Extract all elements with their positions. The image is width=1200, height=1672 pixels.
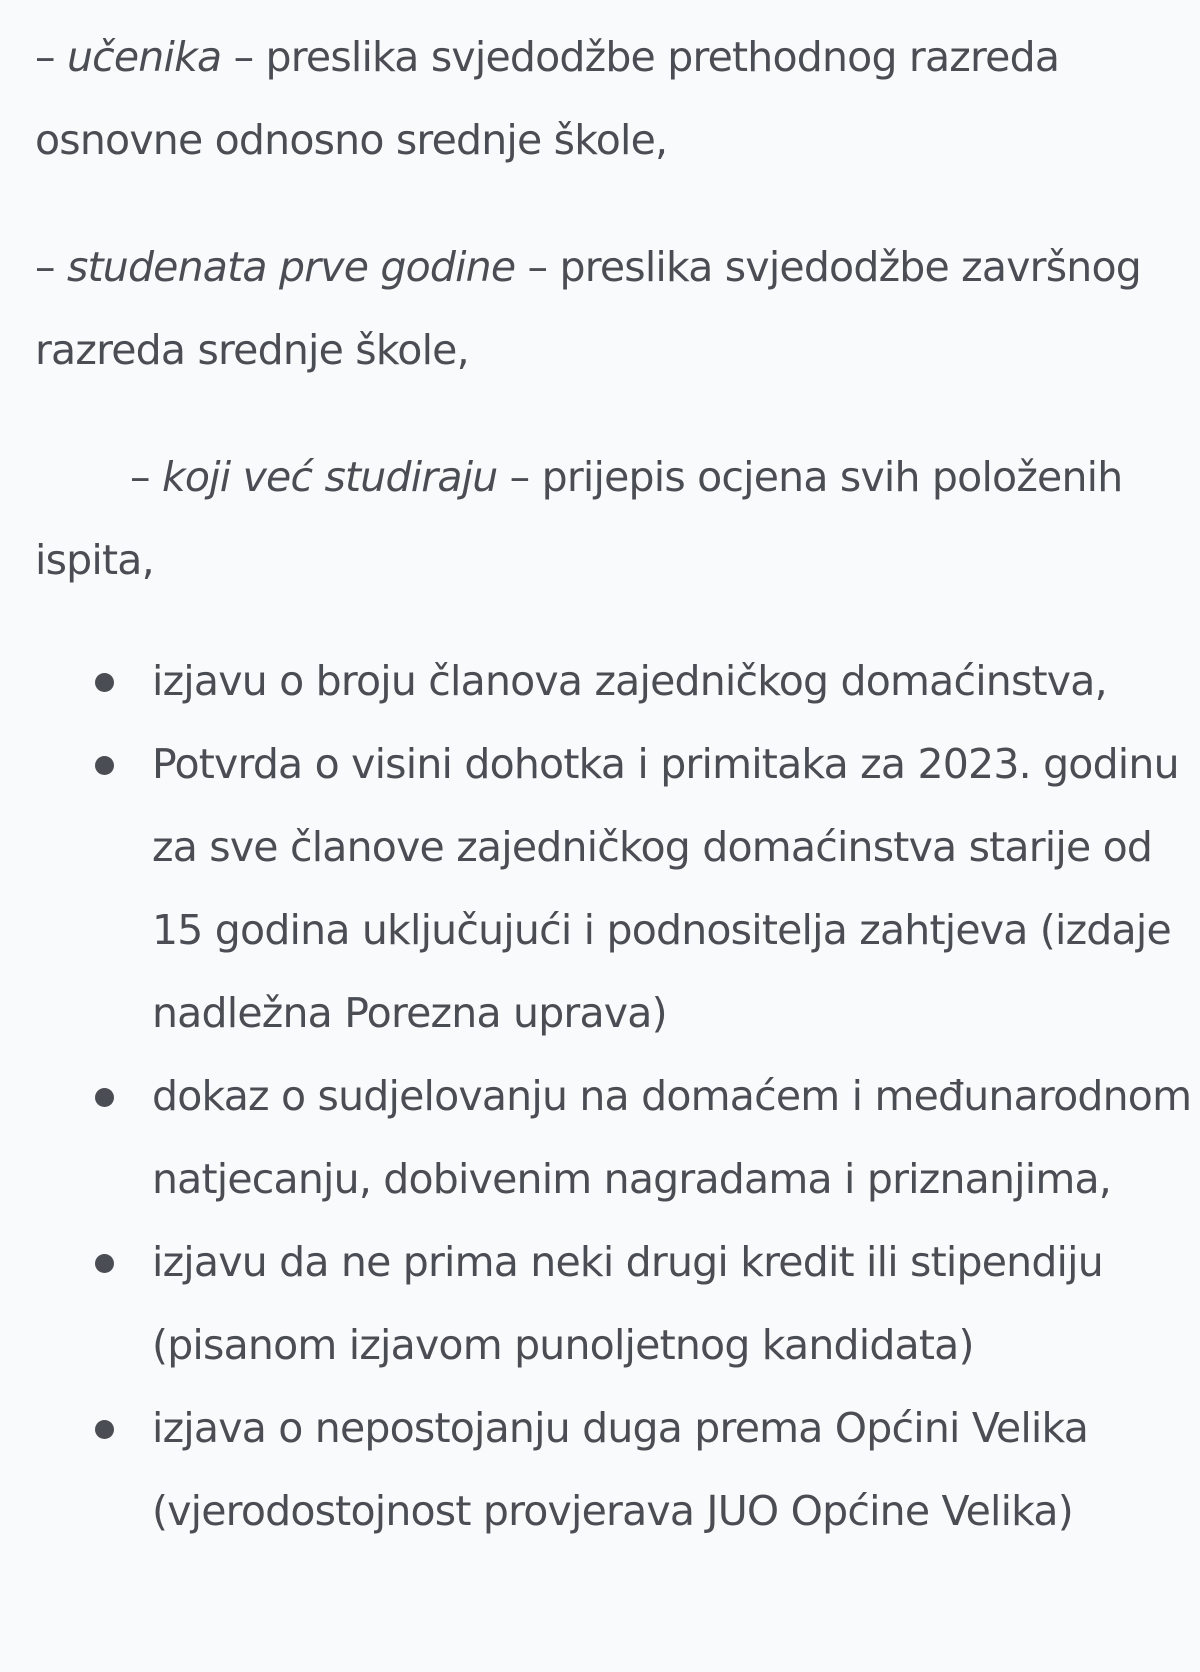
requirement-paragraph-students xyxy=(35,16,1195,182)
bullet-icon xyxy=(95,673,114,692)
requirement-paragraph-first-year xyxy=(35,226,1195,392)
category-label: koji već studiraju xyxy=(161,453,498,501)
dash: – xyxy=(130,453,162,501)
requirement-paragraph-current-students xyxy=(35,436,1195,602)
list-item xyxy=(35,1387,1195,1553)
requirement-text: – preslika svjedodžbe prethodnog razreda osnovne odnosno srednje škole, xyxy=(35,33,1060,164)
requirement-text: – preslika svjedodžbe završnog razreda srednje škole, xyxy=(35,243,1141,374)
list-item xyxy=(35,1221,1195,1387)
requirement-text: – prijepis ocjena svih položenih ispita, xyxy=(35,453,1123,584)
list-item-text: izjavu o broju članova zajedničkog domaćinstva, xyxy=(152,657,1107,705)
dash: – xyxy=(35,243,67,291)
list-item xyxy=(35,1055,1195,1221)
list-item-text: dokaz o sudjelovanju na domaćem i međunarodnom natjecanju, dobivenim nagradama i priznanjima, xyxy=(152,1072,1192,1203)
bullet-icon xyxy=(95,1254,114,1273)
category-label: studenata prve godine xyxy=(66,243,516,291)
document-list xyxy=(35,640,1195,1553)
list-item xyxy=(35,640,1195,723)
document-content xyxy=(35,16,1195,1553)
bullet-icon xyxy=(95,1088,114,1107)
dash: – xyxy=(35,33,67,81)
bullet-icon xyxy=(95,756,114,775)
list-item-text: izjava o nepostojanju duga prema Općini Velika (vjerodostojnost provjerava JUO Općine Velika) xyxy=(152,1404,1089,1535)
bullet-icon xyxy=(95,1420,114,1439)
list-item-text: Potvrda o visini dohotka i primitaka za 2023. godinu za sve članove zajedničkog domaćinstva starije od 15 godina uključujući i podnositelja zahtjeva (izdaje nadležna Porezna uprava) xyxy=(152,740,1179,1037)
list-item-text: izjavu da ne prima neki drugi kredit ili stipendiju (pisanom izjavom punoljetnog kandidata) xyxy=(152,1238,1103,1369)
list-item xyxy=(35,723,1195,1055)
category-label: učenika xyxy=(66,33,222,81)
